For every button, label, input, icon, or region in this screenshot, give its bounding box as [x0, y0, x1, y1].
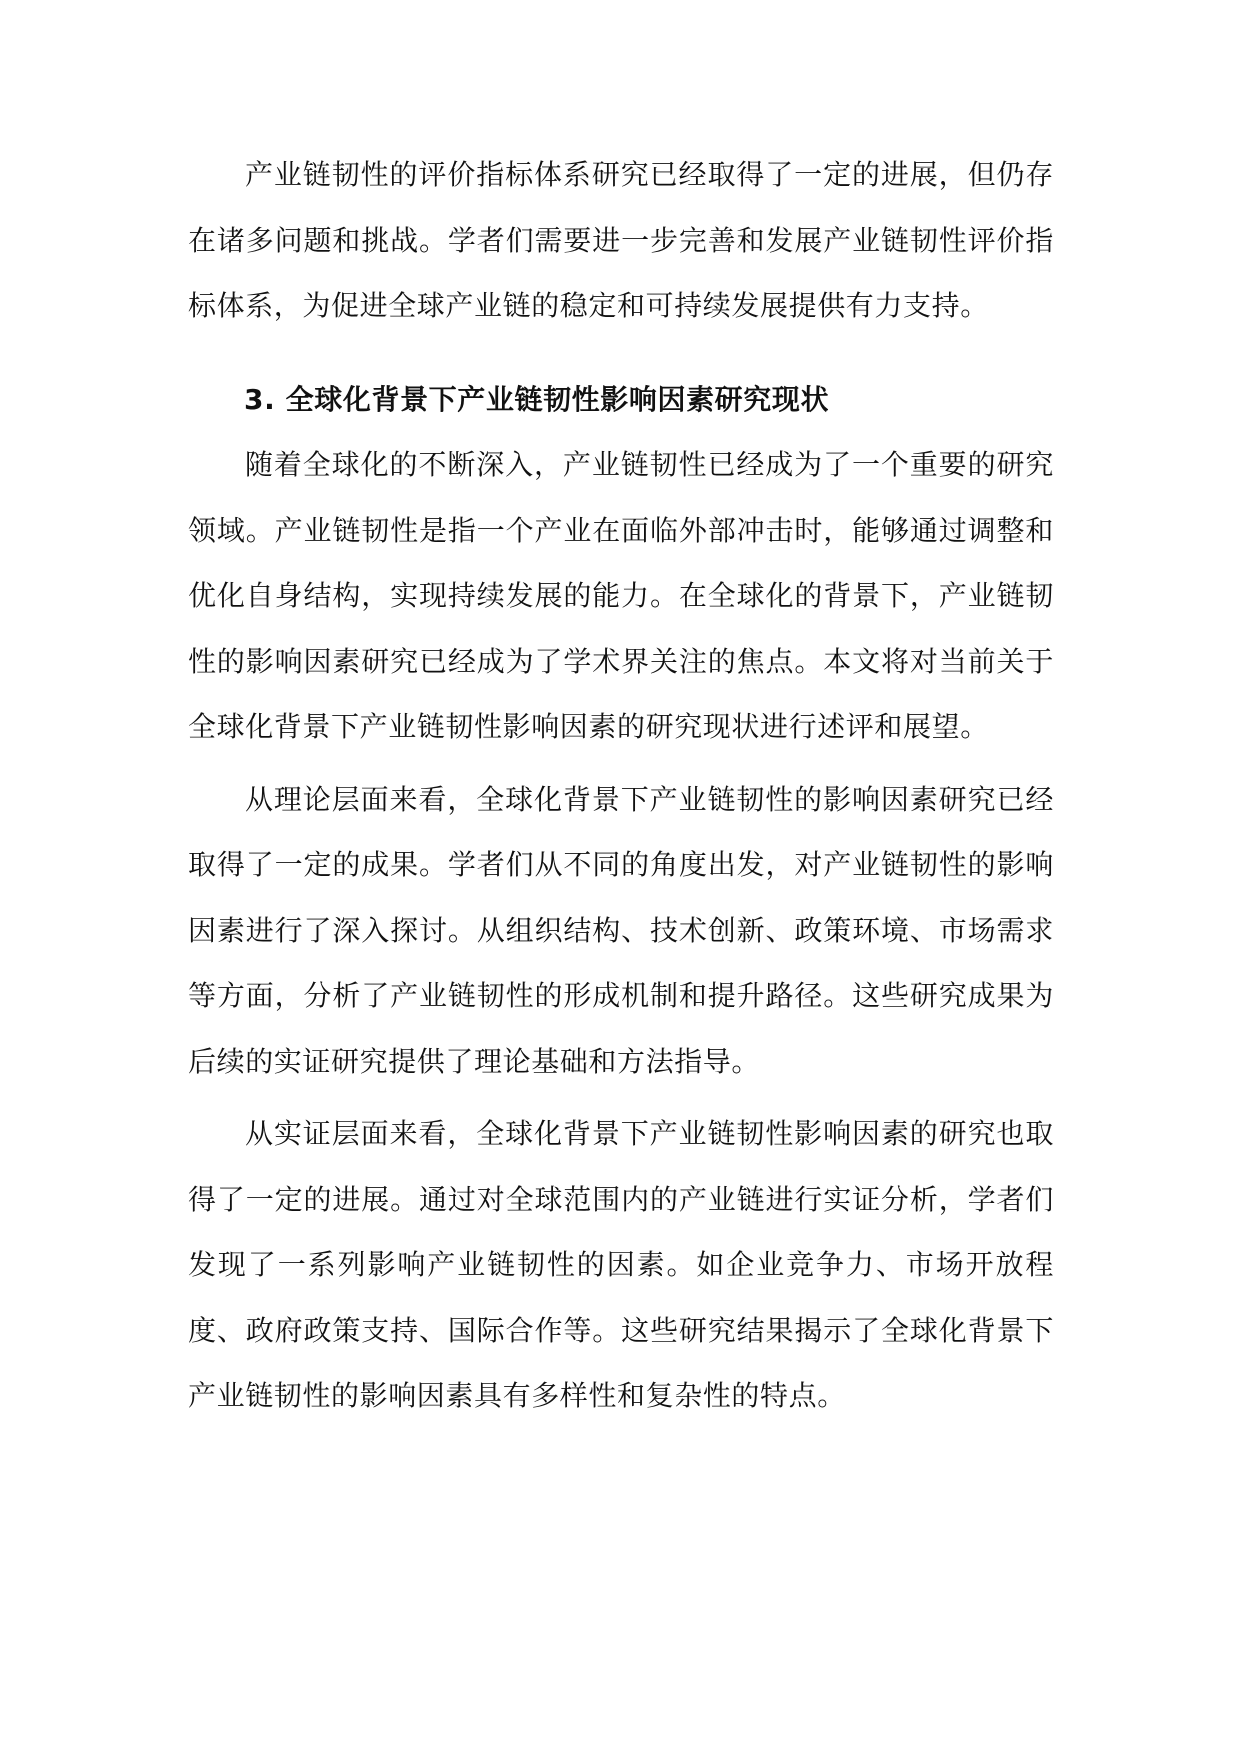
- paragraph-evaluation-index: 产业链韧性的评价指标体系研究已经取得了一定的进展，但仍存在诸多问题和挑战。学者们需要进一步完善和发展产业链韧性评价指标体系，为促进全球产业链的稳定和可持续发展提供有力支持。: [188, 158, 1054, 322]
- document-page: [188, 142, 1054, 1429]
- spacer: [188, 339, 1054, 367]
- section-heading: 3. 全球化背景下产业链韧性影响因素研究现状: [244, 382, 830, 416]
- paragraph-empirical-level: 从实证层面来看，全球化背景下产业链韧性影响因素的研究也取得了一定的进展。通过对全球范围内的产业链进行实证分析，学者们发现了一系列影响产业链韧性的因素。如企业竞争力、市场开放程度、政府政策支持、国际合作等。这些研究结果揭示了全球化背景下产业链韧性的影响因素具有多样性和复杂性的特点。: [188, 1117, 1054, 1412]
- paragraph-theory-level: 从理论层面来看，全球化背景下产业链韧性的影响因素研究已经取得了一定的成果。学者们从不同的角度出发，对产业链韧性的影响因素进行了深入探讨。从组织结构、技术创新、政策环境、市场需求等方面，分析了产业链韧性的形成机制和提升路径。这些研究成果为后续的实证研究提供了理论基础和方法指导。: [188, 782, 1054, 1078]
- paragraph-globalization-intro: 随着全球化的不断深入，产业链韧性已经成为了一个重要的研究领域。产业链韧性是指一个产业在面临外部冲击时，能够通过调整和优化自身结构，实现持续发展的能力。在全球化的背景下，产业链韧性的影响因素研究已经成为了学术界关注的焦点。本文将对当前关于全球化背景下产业链韧性影响因素的研究现状进行述评和展望。: [188, 448, 1054, 743]
